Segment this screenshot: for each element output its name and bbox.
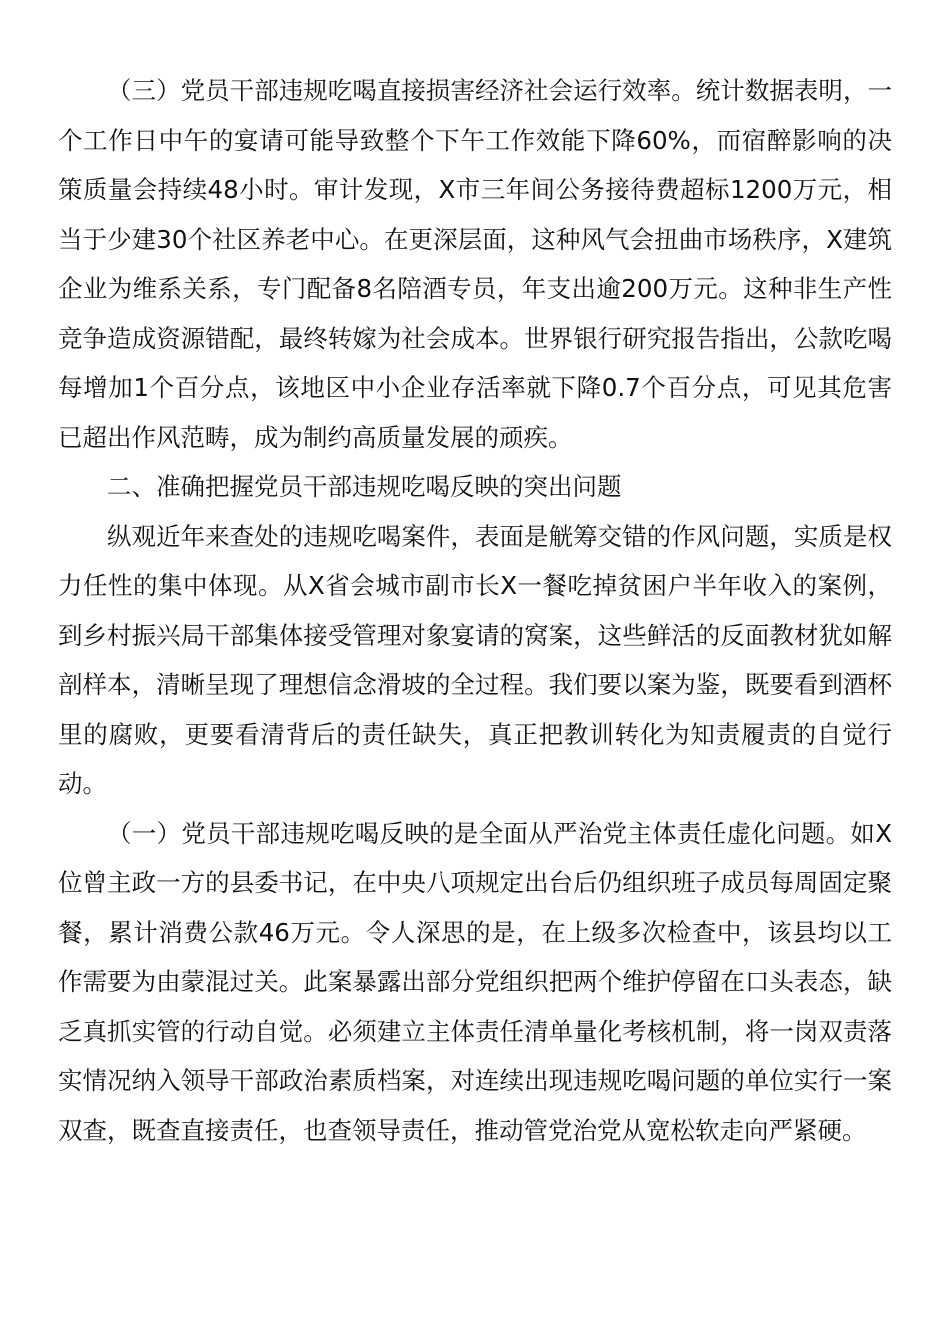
paragraph-efficiency-impact: （三）党员干部违规吃喝直接损害经济社会运行效率。统计数据表明，一个工作日中午的宴请可能导致整个下午工作效能下降60%，而宿醉影响的决策质量会持续48小时。审计发现，X市三年间公务接待费超标1200万元，相当于少建30个社区养老中心。在更深层面，这种风气会扭曲市场秩序，X建筑企业为维系关系，专门配备8名陪酒专员，年支出逾200万元。这种非生产性竞争造成资源错配，最终转嫁为社会成本。世界银行研究报告指出，公款吃喝每增加1个百分点，该地区中小企业存活率就下降0.7个百分点，可见其危害已超出作风范畴，成为制约高质量发展的顽疾。 (58, 76, 892, 452)
paragraph-responsibility-issue: （一）党员干部违规吃喝反映的是全面从严治党主体责任虚化问题。如X位曾主政一方的县委书记，在中央八项规定出台后仍组织班子成员每周固定聚餐，累计消费公款46万元。令人深思的是，在上级多次检查中，该县均以工作需要为由蒙混过关。此案暴露出部分党组织把两个维护停留在口头表态，缺乏真抓实管的行动自觉。必须建立主体责任清单量化考核机制，将一岗双责落实情况纳入领导干部政治素质档案，对连续出现违规吃喝问题的单位实行一案双查，既查直接责任，也查领导责任，推动管党治党从宽松软走向严紧硬。 (58, 818, 892, 1145)
section-heading-two: 二、准确把握党员干部违规吃喝反映的突出问题 (107, 472, 622, 501)
document-page (58, 66, 892, 1155)
paragraph-case-overview: 纵观近年来查处的违规吃喝案件，表面是觥筹交错的作风问题，实质是权力任性的集中体现。从X省会城市副市长X一餐吃掉贫困户半年收入的案例，到乡村振兴局干部集体接受管理对象宴请的窝案，这些鲜活的反面教材犹如解剖样本，清晰呈现了理想信念滑坡的全过程。我们要以案为鉴，既要看到酒杯里的腐败，更要看清背后的责任缺失，真正把教训转化为知责履责的自觉行动。 (58, 521, 892, 798)
